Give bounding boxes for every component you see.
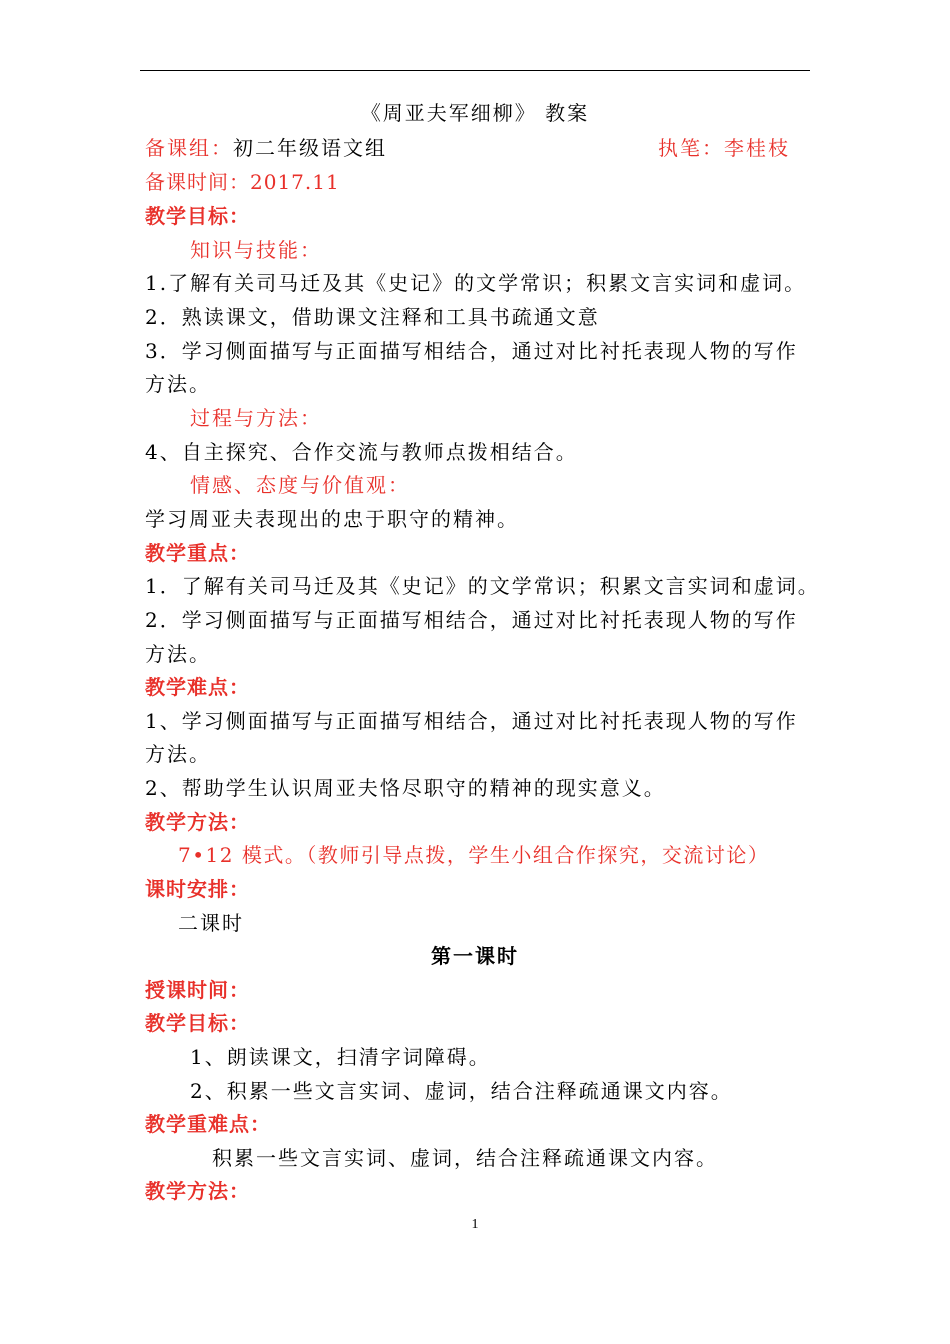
header-rule: [140, 70, 810, 71]
key-point-1: 1．了解有关司马迁及其《史记》的文学常识；积累文言实词和虚词。: [145, 574, 820, 598]
document-title: 《周亚夫军细柳》 教案: [360, 101, 590, 125]
process-heading: 过程与方法：: [190, 406, 322, 430]
key-point-2-cont: 方法。: [145, 642, 211, 666]
difficulties-heading: 教学难点：: [145, 675, 250, 699]
knowledge-item-3: 3．学习侧面描写与正面描写相结合，通过对比衬托表现人物的写作: [145, 339, 798, 363]
difficulty-1: 1、学习侧面描写与正面描写相结合，通过对比衬托表现人物的写作: [145, 709, 798, 733]
schedule-text: 二课时: [178, 911, 244, 935]
lesson1-time-heading: 授课时间：: [145, 978, 250, 1002]
lesson1-objective-2: 2、积累一些文言实词、虚词，结合注释疏通课文内容。: [190, 1079, 733, 1103]
page-number: 1: [471, 1217, 479, 1232]
methods-text: 7•12 模式。（教师引导点拨，学生小组合作探究，交流讨论）: [178, 843, 770, 867]
emotion-heading: 情感、态度与价值观：: [190, 473, 410, 497]
schedule-heading: 课时安排：: [145, 877, 250, 901]
methods-heading: 教学方法：: [145, 810, 250, 834]
prep-time: 备课时间：2017.11: [145, 170, 340, 194]
author: 执笔：李桂枝: [658, 136, 790, 160]
lesson1-key-heading: 教学重难点：: [145, 1112, 271, 1136]
prep-group-value: 初二年级语文组: [233, 136, 387, 160]
knowledge-item-1: 1.了解有关司马迁及其《史记》的文学常识；积累文言实词和虚词。: [145, 271, 807, 295]
knowledge-item-2: 2．熟读课文，借助课文注释和工具书疏通文意: [145, 305, 600, 329]
process-item: 4、自主探究、合作交流与教师点拨相结合。: [145, 440, 578, 464]
lesson1-methods-heading: 教学方法：: [145, 1179, 250, 1203]
knowledge-heading: 知识与技能：: [190, 238, 322, 262]
knowledge-item-3-cont: 方法。: [145, 372, 211, 396]
key-points-heading: 教学重点：: [145, 541, 250, 565]
prep-group-label: 备课组：: [145, 136, 233, 160]
prep-group: [145, 131, 387, 165]
lesson1-objectives-heading: 教学目标：: [145, 1011, 250, 1035]
emotion-item: 学习周亚夫表现出的忠于职守的精神。: [145, 507, 519, 531]
key-point-2: 2．学习侧面描写与正面描写相结合，通过对比衬托表现人物的写作: [145, 608, 798, 632]
difficulty-1-cont: 方法。: [145, 742, 211, 766]
lesson1-objective-1: 1、朗读课文，扫清字词障碍。: [190, 1045, 491, 1069]
lesson1-key-text: 积累一些文言实词、虚词，结合注释疏通课文内容。: [212, 1146, 718, 1170]
objectives-heading: 教学目标：: [145, 204, 250, 228]
difficulty-2: 2、帮助学生认识周亚夫恪尽职守的精神的现实意义。: [145, 776, 666, 800]
lesson1-heading: 第一课时: [431, 944, 519, 968]
